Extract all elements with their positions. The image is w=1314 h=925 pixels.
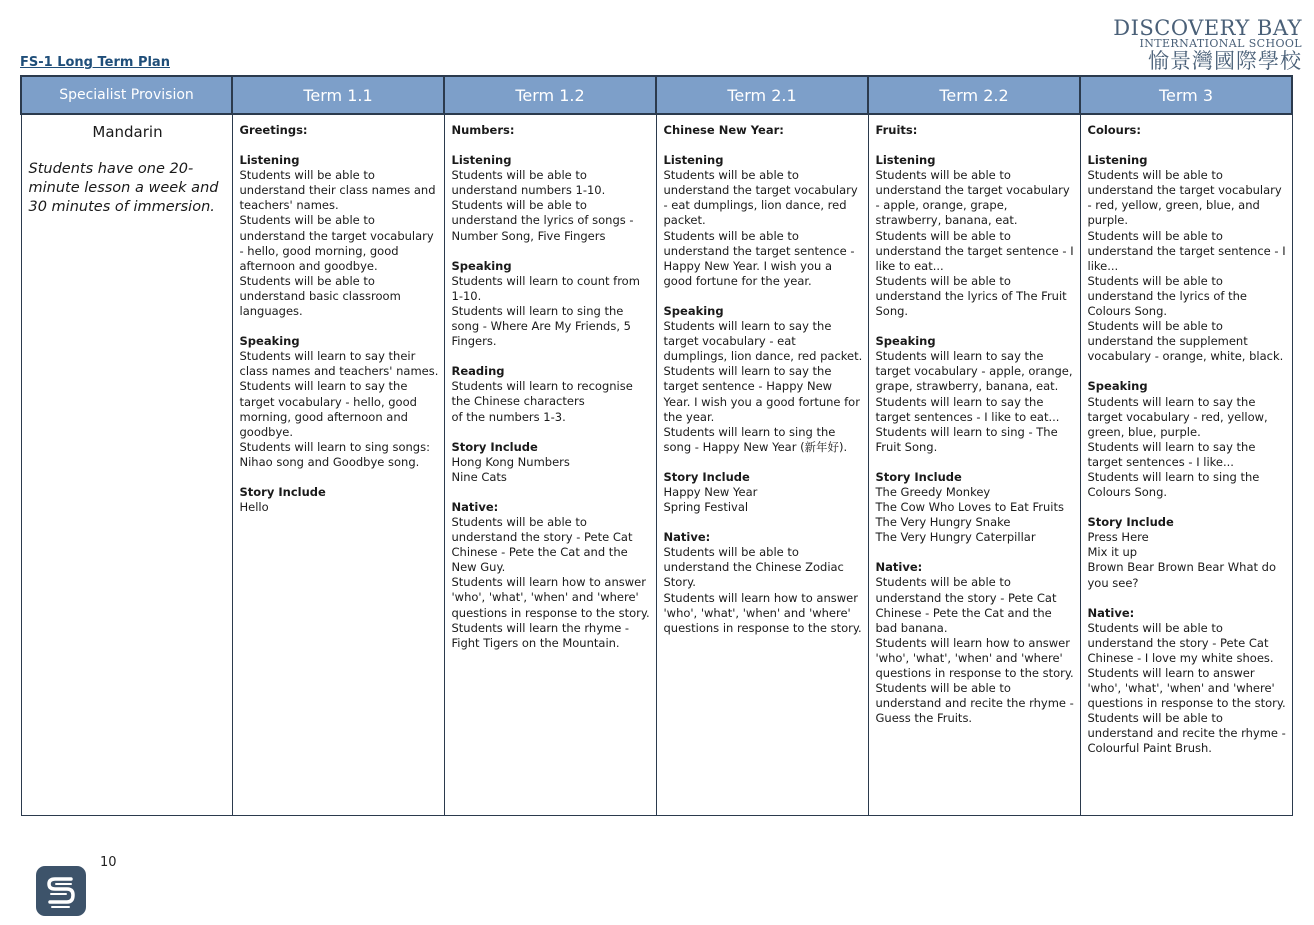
- lesson-note: Students have one 20-minute lesson a week and 30 minutes of immersion.: [28, 161, 219, 216]
- term-topic: Greetings:: [239, 123, 308, 137]
- term-section: [240, 485, 439, 515]
- term-section: [452, 440, 651, 485]
- section-heading: Reading: [451, 364, 505, 379]
- term-section: [876, 470, 1075, 545]
- term-cell: [656, 114, 868, 816]
- page-number: 10: [100, 855, 117, 870]
- term-topic: Fruits:: [875, 123, 918, 137]
- section-heading: Story Include: [239, 484, 326, 499]
- term-section: [452, 500, 651, 651]
- term-topic: Numbers:: [451, 123, 515, 137]
- section-line: Students will learn to say their class names and teachers' names.: [239, 349, 439, 379]
- term-section: [452, 153, 651, 244]
- term-cell: [232, 114, 444, 816]
- section-line: Students will be able to understand the target vocabulary - hello, good morning, good afternoon and goodbye.: [239, 213, 434, 273]
- term-section: [876, 153, 1075, 319]
- term-topic: Chinese New Year:: [663, 123, 784, 137]
- section-heading: Listening: [1087, 153, 1148, 168]
- section-line: Students will learn how to answer 'who', 'what', 'when' and 'where' questions in response to the story.: [875, 635, 1074, 680]
- column-header: Term 1.2: [444, 76, 656, 114]
- term-section: [664, 530, 863, 636]
- section-line: Students will learn how to answer 'who', 'what', 'when' and 'where' questions in response to the story.: [663, 590, 862, 635]
- section-line: Students will be able to understand the story - Pete Cat Chinese - I love my white shoes.: [1087, 620, 1274, 665]
- section-line: Students will learn the rhyme - Fight Tigers on the Mountain.: [451, 620, 630, 650]
- term-section: [240, 334, 439, 470]
- section-line: Press Here: [1087, 530, 1149, 545]
- section-line: Hello: [239, 500, 269, 515]
- section-heading: Speaking: [1087, 379, 1148, 394]
- section-heading: Native:: [1087, 605, 1135, 620]
- section-heading: Speaking: [663, 303, 724, 318]
- section-line: Students will be able to understand the target sentence - Happy New Year. I wish you a good fortune for the year.: [663, 228, 855, 288]
- column-header: Specialist Provision: [21, 76, 232, 114]
- column-header: Term 2.1: [656, 76, 868, 114]
- section-line: Students will learn to say the target vocabulary - apple, orange, grape, strawberry, banana, eat.: [875, 349, 1073, 394]
- section-heading: Listening: [663, 153, 724, 168]
- specialist-cell: [21, 114, 232, 816]
- section-line: Students will learn to say the target vocabulary - red, yellow, green, blue, purple.: [1087, 394, 1268, 439]
- column-header: Term 3: [1080, 76, 1292, 114]
- section-line: Happy New Year: [663, 484, 758, 499]
- subject-name: Mandarin: [92, 123, 163, 141]
- section-line: of the numbers 1-3.: [451, 409, 566, 424]
- section-line: Students will be able to understand the supplement vocabulary - orange, white, black.: [1087, 319, 1284, 364]
- term-section: [452, 259, 651, 350]
- section-line: The Very Hungry Snake: [875, 515, 1011, 530]
- column-header: Term 2.2: [868, 76, 1080, 114]
- section-line: Hong Kong Numbers: [451, 454, 570, 469]
- section-heading: Speaking: [451, 258, 512, 273]
- section-line: Spring Festival: [663, 500, 749, 515]
- section-line: Students will learn to say the target vocabulary - hello, good morning, good afternoon and goodbye.: [239, 379, 417, 439]
- term-section: [1088, 379, 1287, 500]
- school-logo: [1113, 18, 1302, 73]
- logo-name-subtitle: INTERNATIONAL SCHOOL: [1139, 37, 1302, 50]
- section-line: Brown Bear Brown Bear What do you see?: [1087, 560, 1276, 590]
- section-line: Students will be able to understand the lyrics of songs - Number Song, Five Fingers: [451, 198, 634, 243]
- document-title-link[interactable]: FS-1 Long Term Plan: [20, 55, 170, 70]
- section-heading: Story Include: [663, 469, 750, 484]
- section-heading: Native:: [663, 530, 711, 545]
- section-line: Students will be able to understand the target sentence - I like...: [1087, 228, 1286, 273]
- term-cell: [868, 114, 1080, 816]
- section-line: Students will be able to understand the target sentence - I like to eat...: [875, 228, 1074, 273]
- section-heading: Speaking: [875, 334, 936, 349]
- section-line: The Greedy Monkey: [875, 484, 991, 499]
- section-heading: Native:: [451, 499, 499, 514]
- section-line: Students will learn how to answer 'who', 'what', 'when' and 'where' questions in response to the story.: [451, 575, 650, 620]
- term-section: [452, 364, 651, 424]
- term-section: [664, 470, 863, 515]
- section-line: Students will learn to sing the song - Happy New Year (新年好).: [663, 424, 848, 454]
- section-line: Nine Cats: [451, 469, 507, 484]
- section-line: Students will learn to say the target sentences - I like...: [1087, 439, 1256, 469]
- section-heading: Story Include: [1087, 515, 1174, 530]
- section-line: The Very Hungry Caterpillar: [875, 530, 1036, 545]
- section-line: Students will be able to understand the target vocabulary - eat dumplings, lion dance, red packet.: [663, 168, 858, 228]
- section-line: Students will learn to say the target sentence - Happy New Year. I wish you a good fortune for the year.: [663, 364, 860, 424]
- term-section: [876, 334, 1075, 455]
- section-line: Students will be able to understand the lyrics of the Colours Song.: [1087, 273, 1248, 319]
- logo-name-chinese: 愉景灣國際學校: [1148, 49, 1302, 73]
- term-section: [876, 560, 1075, 726]
- section-line: Students will learn to recognise the Chinese characters: [451, 379, 633, 409]
- section-heading: Listening: [451, 153, 512, 168]
- section-heading: Listening: [875, 153, 936, 168]
- section-line: Students will be able to understand the Chinese Zodiac Story.: [663, 545, 844, 590]
- section-line: Students will learn to sing the song - Where Are My Friends, 5 Fingers.: [451, 303, 631, 349]
- table-row: [21, 114, 1292, 816]
- section-heading: Listening: [239, 153, 300, 168]
- section-heading: Native:: [875, 560, 923, 575]
- section-line: Students will learn to say the target vocabulary - eat dumplings, lion dance, red packet.: [663, 319, 863, 364]
- section-heading: Speaking: [239, 334, 300, 349]
- logo-name-english: DISCOVERY BAY: [1113, 16, 1302, 40]
- term-section: [664, 304, 863, 455]
- section-line: Students will learn to sing the Colours Song.: [1087, 469, 1260, 500]
- section-line: Mix it up: [1087, 545, 1138, 560]
- section-line: Students will be able to understand numbers 1-10.: [451, 168, 606, 198]
- section-line: Students will be able to understand the target vocabulary - apple, orange, grape, strawberry, banana, eat.: [875, 168, 1070, 228]
- term-cell: [1080, 114, 1292, 816]
- term-topic: Colours:: [1087, 123, 1141, 137]
- section-line: Students will be able to understand the story - Pete Cat Chinese - Pete the Cat and the New Guy.: [451, 514, 633, 575]
- section-line: Students will be able to understand and recite the rhyme - Colourful Paint Brush.: [1087, 711, 1286, 756]
- section-line: Students will be able to understand and recite the rhyme - Guess the Fruits.: [875, 681, 1074, 726]
- section-line: Students will learn to say the target sentences - I like to eat...: [875, 394, 1060, 424]
- section-line: Students will learn to count from 1-10.: [451, 273, 640, 303]
- term-section: [1088, 515, 1287, 590]
- section-heading: Story Include: [875, 469, 962, 484]
- section-line: Students will learn to sing songs: Nihao song and Goodbye song.: [239, 439, 430, 469]
- term-section: [1088, 153, 1287, 364]
- section-line: Students will be able to understand the story - Pete Cat Chinese - Pete the Cat and the bad banana.: [875, 575, 1057, 635]
- term-cell: [444, 114, 656, 816]
- section-line: Students will learn to answer 'who', 'what', 'when' and 'where' questions in response to the story.: [1087, 666, 1286, 711]
- term-section: [240, 153, 439, 319]
- term-section: [664, 153, 863, 289]
- section-line: Students will be able to understand their class names and teachers' names.: [239, 168, 436, 213]
- section-line: Students will be able to understand the target vocabulary - red, yellow, green, blue, and purple.: [1087, 168, 1282, 228]
- section-line: Students will learn to sing - The Fruit Song.: [875, 424, 1058, 454]
- section-heading: Story Include: [451, 439, 538, 454]
- term-section: [1088, 606, 1287, 757]
- column-header: Term 1.1: [232, 76, 444, 114]
- section-line: Students will be able to understand basic classroom languages.: [239, 273, 401, 319]
- section-line: Students will be able to understand the lyrics of The Fruit Song.: [875, 273, 1067, 319]
- school-logo-icon: [36, 866, 86, 916]
- section-line: The Cow Who Loves to Eat Fruits: [875, 500, 1064, 515]
- table-header-row: [21, 76, 1292, 114]
- long-term-plan-table: [20, 75, 1293, 816]
